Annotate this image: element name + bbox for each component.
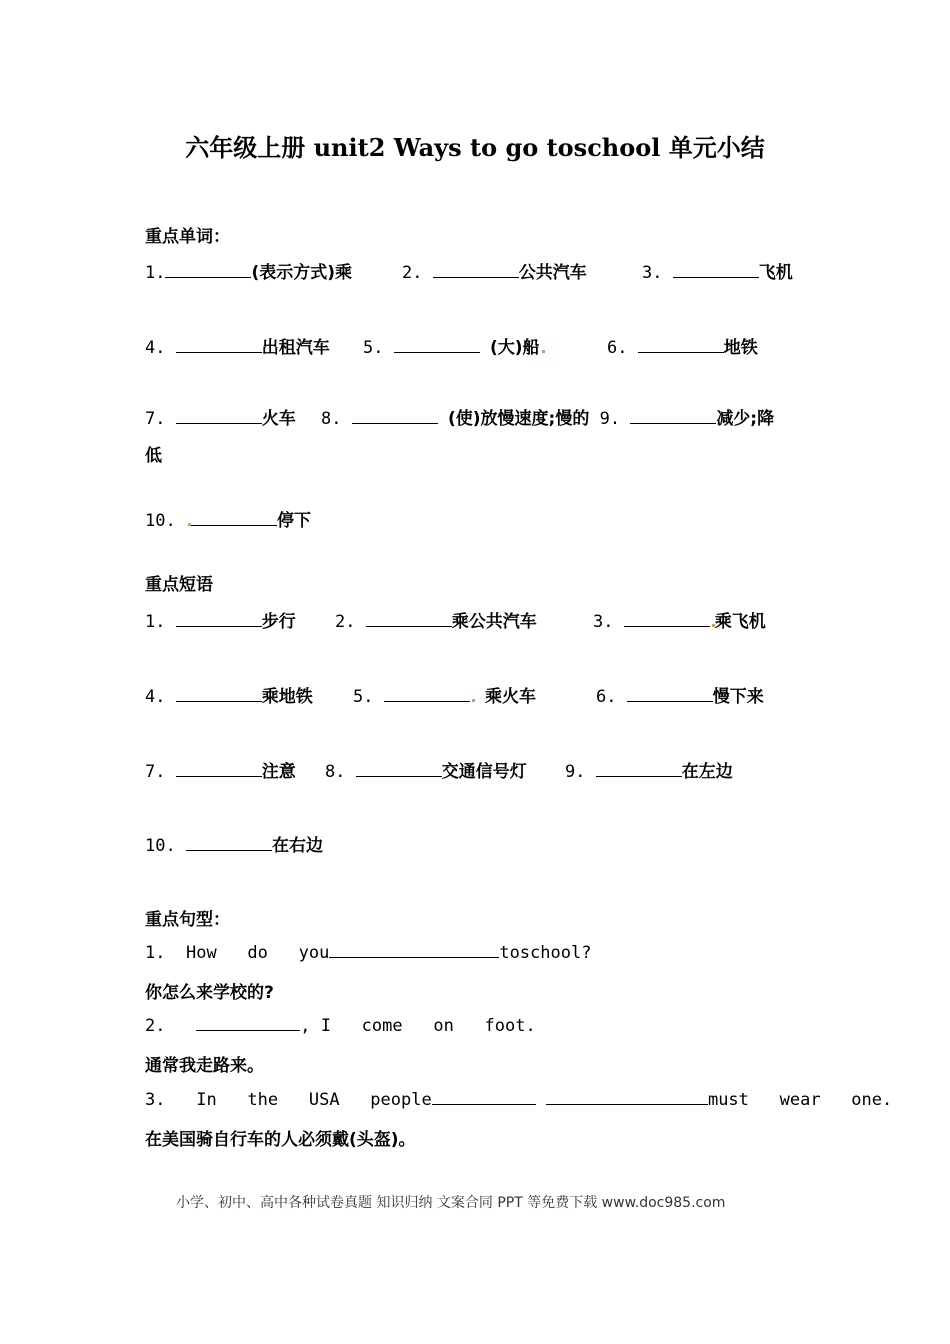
answer-blank[interactable]	[176, 762, 262, 777]
phrases-row-3	[145, 757, 845, 781]
item-number: 8.	[325, 762, 346, 782]
answer-blank[interactable]	[176, 338, 262, 353]
answer-blank[interactable]	[596, 762, 682, 777]
sentence-word: USA	[308, 1090, 340, 1110]
item-number: 9.	[565, 762, 586, 782]
item-label: 乘飞机	[714, 612, 766, 632]
section-heading-sentences: 重点句型：	[145, 910, 230, 930]
mark-dot	[542, 350, 545, 353]
sentence-word: one.	[851, 1090, 893, 1110]
answer-blank[interactable]	[673, 263, 759, 278]
item-number: 10.	[145, 511, 176, 531]
answer-blank[interactable]	[329, 943, 499, 958]
answer-blank[interactable]	[433, 263, 519, 278]
item-number: 4.	[145, 338, 166, 358]
answer-blank[interactable]	[546, 1090, 708, 1105]
item-number: 9.	[599, 409, 621, 429]
sentence-1	[145, 943, 591, 963]
item-label: 乘地铁	[261, 687, 313, 707]
item-number: 1.	[145, 612, 166, 632]
item-label: 地铁	[723, 338, 758, 358]
item-number: 5.	[363, 338, 384, 358]
phrases-row-1	[145, 607, 845, 631]
sentence-2	[145, 1016, 536, 1036]
sentence-word: foot.	[484, 1016, 536, 1036]
item-label: 减少;降	[716, 409, 775, 429]
item-label: (表示方式)乘	[251, 263, 353, 283]
sentence-3-translation: 在美国骑自行车的人必须戴(头盔)。	[145, 1130, 416, 1150]
item-label: 火车	[261, 409, 296, 429]
item-number: 3.	[642, 263, 663, 283]
sentence-word: do	[247, 943, 268, 963]
item-label: 乘公共汽车	[451, 612, 537, 632]
sentence-word: In	[196, 1090, 217, 1110]
item-label: (使)放慢速度;慢的	[447, 409, 590, 429]
item-number: 7.	[145, 409, 166, 429]
item-label: 步行	[261, 612, 296, 632]
phrases-row-4	[145, 831, 323, 856]
answer-blank[interactable]	[630, 409, 716, 424]
item-number: 3.	[593, 612, 614, 632]
sentence-word: the	[247, 1090, 279, 1110]
item-label: 交通信号灯	[441, 762, 527, 782]
item-label: (大)船	[489, 338, 540, 358]
sentence-2-translation: 通常我走路来。	[145, 1056, 264, 1076]
sentence-word: toschool?	[499, 943, 592, 963]
answer-blank[interactable]	[176, 612, 262, 627]
item-label: 注意	[261, 762, 296, 782]
item-number: 1.	[145, 263, 166, 283]
item-number: 2.	[402, 263, 423, 283]
answer-blank[interactable]	[366, 612, 452, 627]
sentence-word: I	[320, 1016, 331, 1036]
item-label: 公共汽车	[518, 263, 587, 283]
words-row-4	[145, 506, 311, 531]
answer-blank[interactable]	[176, 409, 262, 424]
words-row-1	[145, 258, 845, 282]
answer-blank[interactable]	[394, 338, 480, 353]
answer-blank[interactable]	[196, 1016, 300, 1031]
sentence-word: you	[298, 943, 330, 963]
item-label: 停下	[276, 511, 311, 531]
answer-blank[interactable]	[186, 836, 272, 851]
section-heading-words: 重点单词：	[145, 227, 230, 247]
sentence-word: on	[433, 1016, 454, 1036]
answer-blank[interactable]	[356, 762, 442, 777]
item-number: 10.	[145, 836, 176, 856]
item-number: 3.	[145, 1090, 166, 1110]
item-label: 在左边	[681, 762, 733, 782]
answer-blank[interactable]	[638, 338, 724, 353]
mark-dot	[472, 699, 475, 702]
answer-blank[interactable]	[176, 687, 262, 702]
sentence-word: wear	[779, 1090, 821, 1110]
item-number: 2.	[145, 1016, 166, 1036]
sentence-word: How	[185, 943, 217, 963]
item-label: 在右边	[271, 836, 323, 856]
answer-blank[interactable]	[627, 687, 713, 702]
item-number: 6.	[607, 338, 628, 358]
sentence-word: come	[361, 1016, 403, 1036]
page-title: 六年级上册 unit2 Ways to go toschool 单元小结	[185, 133, 765, 162]
item-number: 8.	[321, 409, 342, 429]
wrapped-text: 低	[145, 446, 162, 466]
sentence-1-translation: 你怎么来学校的?	[145, 983, 274, 1003]
answer-blank[interactable]	[352, 409, 438, 424]
sentence-word: people	[370, 1090, 432, 1110]
footer-text: 小学、初中、高中各种试卷真题 知识归纳 文案合同 PPT 等免费下载 www.doc985.com	[176, 1195, 726, 1211]
answer-blank[interactable]	[624, 612, 710, 627]
item-label: 飞机	[758, 263, 793, 283]
answer-blank[interactable]	[432, 1090, 536, 1105]
words-row-3	[145, 404, 845, 428]
sentence-word: ,	[300, 1016, 311, 1036]
answer-blank[interactable]	[384, 687, 470, 702]
words-row-2	[145, 333, 845, 357]
item-number: 5.	[353, 687, 374, 707]
answer-blank[interactable]	[191, 511, 277, 526]
section-heading-phrases: 重点短语	[145, 575, 213, 595]
answer-blank[interactable]	[165, 263, 251, 278]
item-number: 6.	[596, 687, 617, 707]
item-number: 2.	[335, 612, 356, 632]
phrases-row-2	[145, 682, 845, 706]
item-label: 乘火车	[484, 687, 536, 707]
item-number: 4.	[145, 687, 166, 707]
sentence-word: must	[707, 1090, 749, 1110]
item-label: 慢下来	[712, 687, 764, 707]
item-label: 出租汽车	[261, 338, 330, 358]
sentence-3	[145, 1090, 892, 1110]
item-number: 1.	[145, 943, 166, 963]
item-number: 7.	[145, 762, 166, 782]
